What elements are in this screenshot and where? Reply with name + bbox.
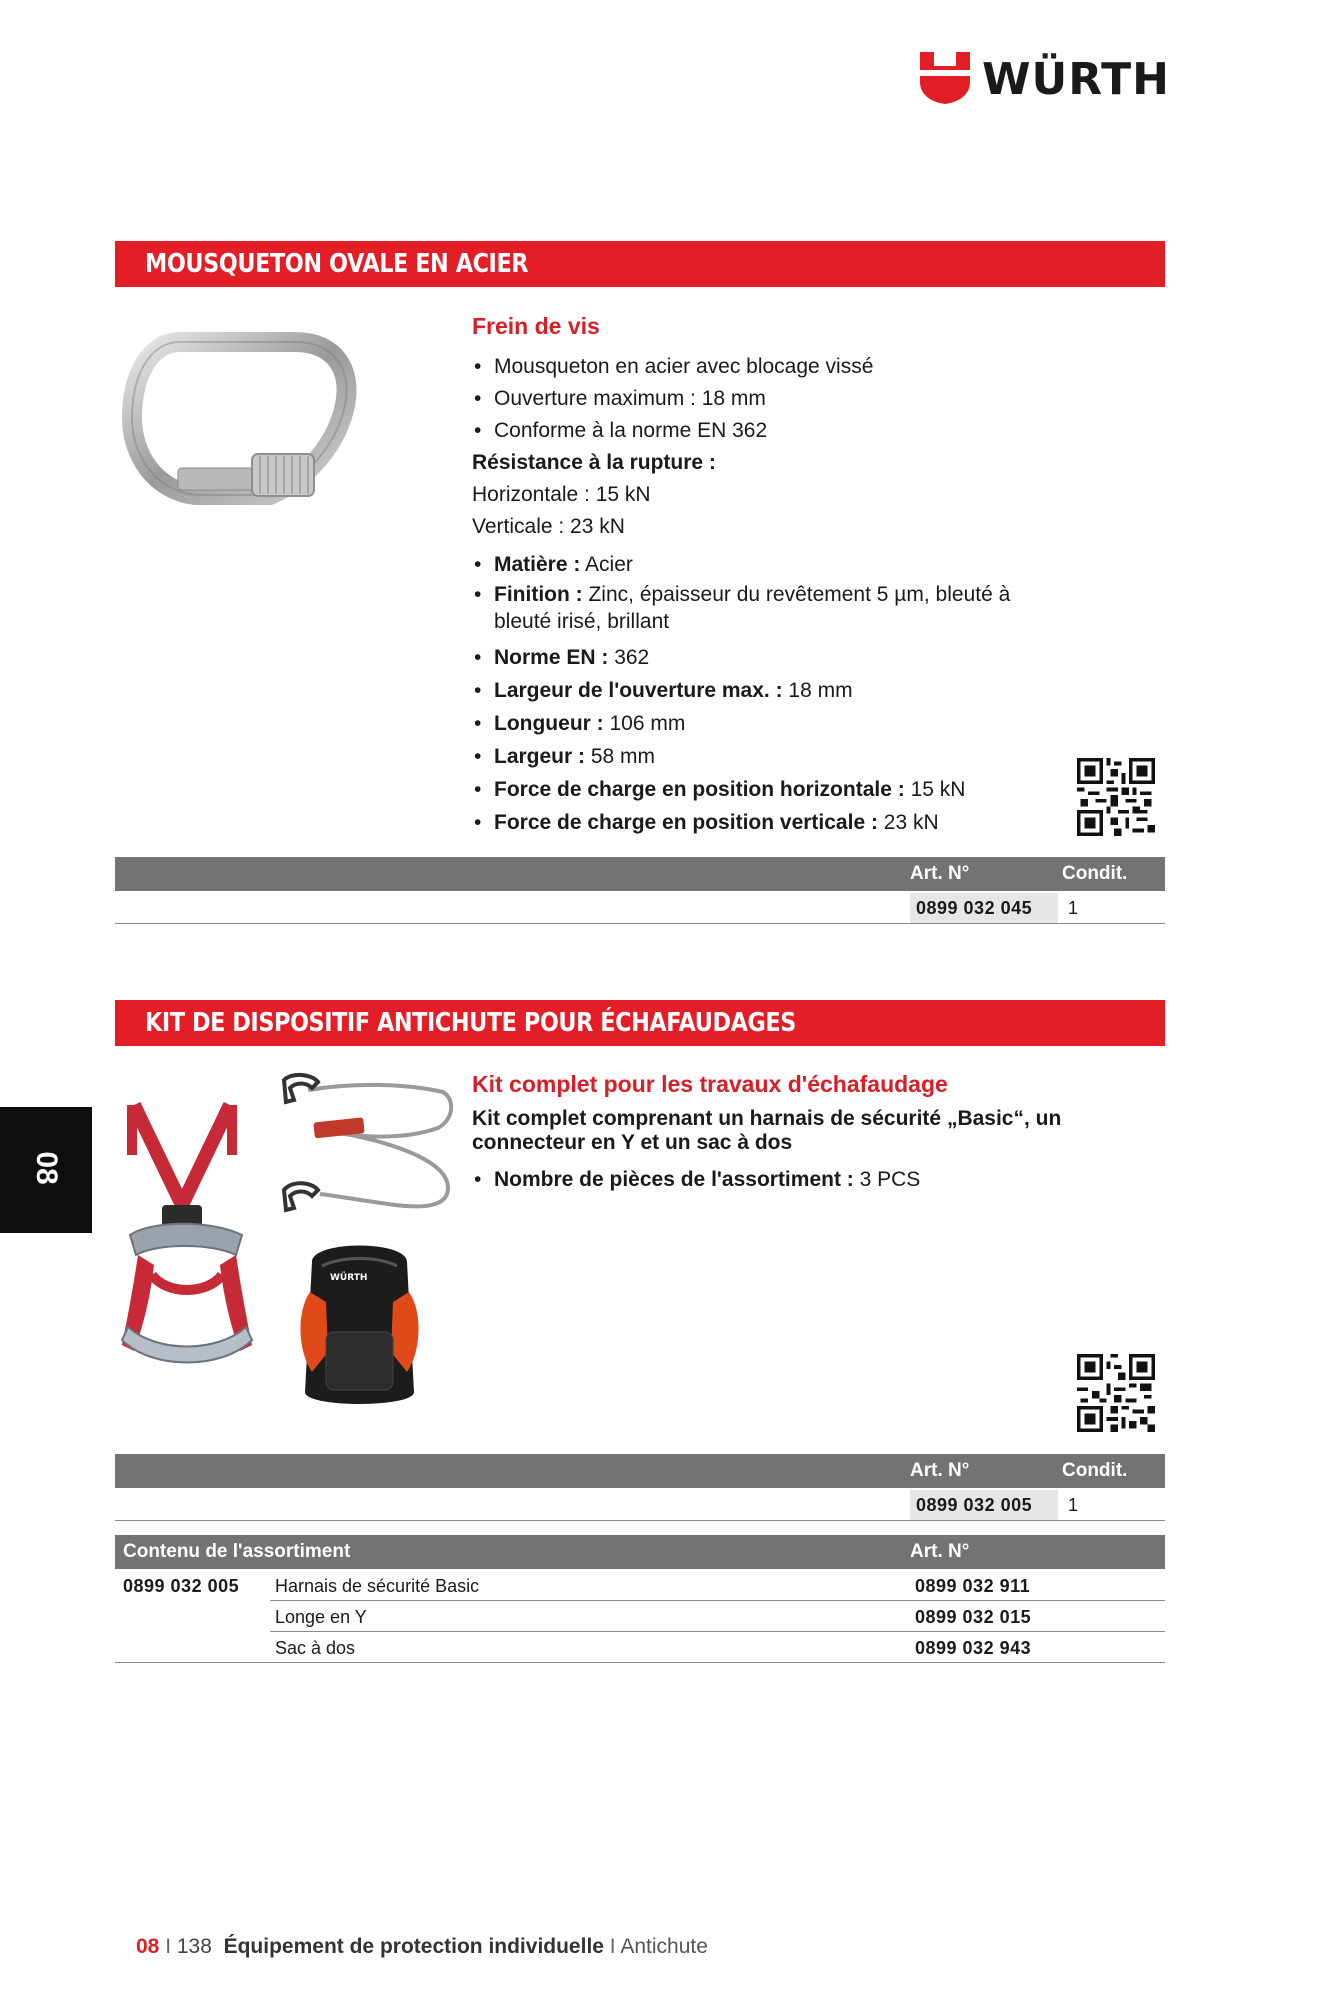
spec-label: Force de charge en position horizontale : xyxy=(494,778,905,801)
qr-code-icon[interactable] xyxy=(1077,758,1155,836)
assortment-item-art: 0899 032 911 xyxy=(915,1576,1031,1596)
pieces-count-item xyxy=(472,1164,1162,1196)
product1-specs xyxy=(472,548,1032,839)
condit-header: Condit. xyxy=(1062,1460,1128,1481)
product2-title-banner xyxy=(115,1000,1165,1046)
spec-value: 362 xyxy=(608,646,650,669)
product2-subtitle: Kit complet pour les travaux d'échafaudage xyxy=(472,1071,948,1097)
spec-value: 18 mm xyxy=(782,679,853,702)
spec-value: Zinc, épaisseur du revêtement 5 µm, bleuté à bleuté irisé, brillant xyxy=(494,583,1011,633)
spec-value: 106 mm xyxy=(603,712,686,735)
spec-item xyxy=(472,548,1032,581)
spec-value: Acier xyxy=(580,553,633,576)
resistance-vertical: Verticale : 23 kN xyxy=(472,515,625,538)
spec-label: Largeur de l'ouverture max. : xyxy=(494,679,783,702)
spec-item xyxy=(472,806,1032,839)
spec-item xyxy=(472,581,1032,641)
backpack-logo: WÜRTH xyxy=(330,1273,368,1283)
product1-bullets xyxy=(472,351,1072,447)
art-number: 0899 032 045 xyxy=(916,898,1033,918)
product2-lead: Kit complet comprenant un harnais de sécurité „Basic“, un connecteur en Y et un sac à dos xyxy=(472,1107,1062,1154)
spec-item xyxy=(472,707,1032,740)
condit-header: Condit. xyxy=(1062,863,1128,884)
chapter-side-tab-label: 08 xyxy=(30,1151,63,1185)
footer-separator: I xyxy=(159,1935,177,1958)
footer-section: Équipement de protection individuelle xyxy=(223,1935,604,1958)
assortment-content-header: Contenu de l'assortiment xyxy=(123,1541,351,1562)
spec-label: Norme EN : xyxy=(494,646,609,669)
condit-value: 1 xyxy=(1068,898,1079,918)
spec-label: Finition : xyxy=(494,583,583,606)
spec-label: Longueur : xyxy=(494,712,604,735)
product2-bullets xyxy=(472,1164,1162,1196)
assortment-row xyxy=(270,1601,1165,1632)
table-row xyxy=(115,893,1165,924)
assortment-item-name: Sac à dos xyxy=(275,1638,356,1658)
spec-label: Force de charge en position verticale : xyxy=(494,811,878,834)
assortment-item-art: 0899 032 015 xyxy=(915,1607,1032,1627)
art-number-header: Art. N° xyxy=(910,1460,970,1481)
spec-value: 15 kN xyxy=(904,778,966,801)
wurth-logo-mark-icon xyxy=(920,52,970,104)
assortment-item-art: 0899 032 943 xyxy=(915,1638,1032,1658)
footer-separator: I xyxy=(603,1935,621,1958)
art-number: 0899 032 005 xyxy=(916,1495,1033,1515)
lanyard-image xyxy=(278,1070,453,1215)
assortment-art-header: Art. N° xyxy=(910,1541,970,1562)
pieces-count-label: Nombre de pièces de l'assortiment : xyxy=(494,1168,854,1191)
assortment-row xyxy=(115,1632,1165,1663)
condit-value: 1 xyxy=(1068,1495,1079,1515)
spec-label: Matière : xyxy=(494,553,581,576)
product1-bullet: • Conforme à la norme EN 362 xyxy=(472,415,1072,447)
resistance-label: Résistance à la rupture : xyxy=(472,451,716,474)
product1-title: MOUSQUETON OVALE EN ACIER xyxy=(145,249,529,279)
art-number-header: Art. N° xyxy=(910,863,970,884)
product1-title-banner xyxy=(115,241,1165,287)
assortment-table-header xyxy=(115,1535,1165,1569)
product2-title: KIT DE DISPOSITIF ANTICHUTE POUR ÉCHAFAUDAGES xyxy=(145,1008,796,1038)
art-number-cell xyxy=(910,1490,1058,1520)
page-footer xyxy=(136,1935,708,1959)
assortment-kit-number: 0899 032 005 xyxy=(123,1576,240,1596)
table-row xyxy=(115,1490,1165,1521)
carabiner-image xyxy=(120,330,360,515)
product1-subtitle: Frein de vis xyxy=(472,313,600,339)
spec-item xyxy=(472,641,1032,674)
spec-item xyxy=(472,674,1032,707)
footer-chapter: 08 xyxy=(136,1935,160,1958)
wurth-logo-text: WÜRTH xyxy=(982,54,1171,105)
footer-subsection: Antichute xyxy=(620,1935,708,1958)
harness-image xyxy=(112,1095,262,1380)
product1-bullet: • Ouverture maximum : 18 mm xyxy=(472,383,1072,415)
spec-value: 23 kN xyxy=(877,811,939,834)
product2-table-header xyxy=(115,1454,1165,1488)
product1-table-header xyxy=(115,857,1165,891)
assortment-row xyxy=(270,1570,1165,1601)
qr-code-icon[interactable] xyxy=(1077,1354,1155,1432)
wurth-logo xyxy=(920,52,1170,104)
spec-value: 58 mm xyxy=(585,745,656,768)
spec-item xyxy=(472,740,1032,773)
assortment-item-name: Harnais de sécurité Basic xyxy=(275,1576,480,1596)
product1-bullet: • Mousqueton en acier avec blocage vissé xyxy=(472,351,1072,383)
pieces-count-value: 3 PCS xyxy=(853,1168,921,1191)
footer-page-number: 138 xyxy=(176,1935,212,1958)
spec-item xyxy=(472,773,1032,806)
backpack-image xyxy=(292,1232,427,1417)
spec-label: Largeur : xyxy=(494,745,586,768)
assortment-item-name: Longe en Y xyxy=(275,1607,367,1627)
art-number-cell xyxy=(910,893,1058,923)
chapter-side-tab xyxy=(0,1107,92,1233)
resistance-horizontal: Horizontale : 15 kN xyxy=(472,483,651,506)
